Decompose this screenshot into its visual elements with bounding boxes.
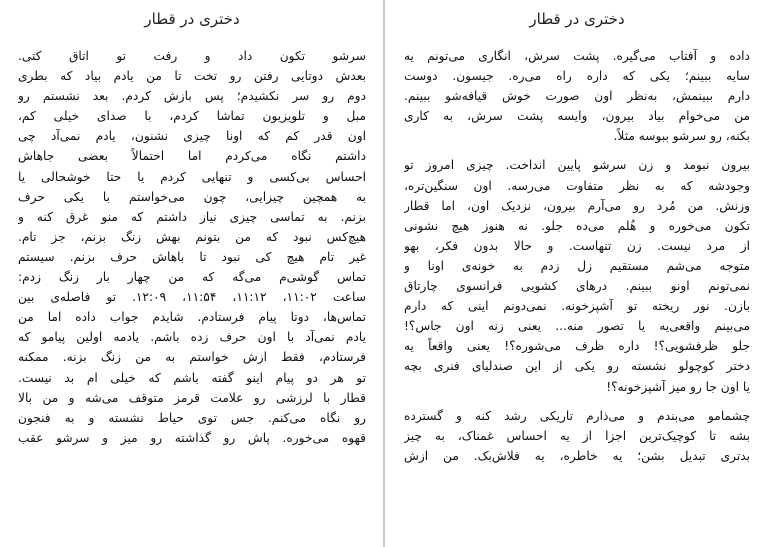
text-line: چشمامو می‌بندم و می‌ذارم تاریکی رشد کنه و گسترده (404, 408, 750, 423)
text-line: ساعت ۱۱:۰۲، ۱۱:۱۲، ۱۱:۵۴، ۱۲:۰۹. تو فاصله‌ی بین (18, 290, 366, 305)
text-line: به همچین چیزایی، چون می‌خواستم با یکی حرف (18, 189, 366, 204)
text-line: دوم رو سر نکشیدم؛ پس بازش کردم. بعد نشستم رو (18, 89, 366, 104)
paragraph-gap (404, 146, 750, 155)
text-line: جلو ظرفشویی؟! داره ظرف می‌شوره؟! یعنی واقعاً یه (404, 339, 750, 354)
text-line: می‌بینم واقعی‌یه یا تصور منه... یعنی زنه اون جاس؟! (404, 319, 750, 334)
text-line: غیر تام هیچ کی نبود تا باهاش حرف بزنم. سیستم (18, 249, 366, 264)
text-line: تماس‌ها، دوتا پیام فرستادم. شایدم جواب داده اما من (18, 310, 366, 325)
left-page-title: دختری در قطار (144, 10, 240, 28)
text-line: داشتم نگاه می‌کردم اما احتمالاً بعضی جاهاش (18, 149, 366, 164)
text-line: از مرد نیست. زن تنهاست. و حالا بدون فکر، بهو (404, 238, 750, 253)
text-line: احساس بی‌کسی و تنهایی کردم یا حتا خوشحالی یا (18, 169, 366, 184)
left-page-body (8, 46, 376, 448)
text-line: سرشو تکون داد و رفت تو اتاق کتی. (18, 49, 366, 63)
text-line: بکنه، رو سرشو ببوسه مثلاً. (613, 129, 750, 144)
paragraph-gap (404, 397, 750, 406)
text-line: تکون می‌خوره و هُلم می‌ده جلو. نه هنوز هیچ نشونی (404, 218, 750, 233)
right-page-title: دختری در قطار (529, 10, 625, 28)
text-line: بعدش دوتایی رفتن رو تخت تا من یادم بیاد که بطری (18, 69, 366, 84)
text-line: داده و آفتاب می‌گیره. پشت سرش، انگاری می‌تونم یه (404, 49, 750, 63)
text-line: وزنش. من مُرد رو می‌آرم بیرون، نزدیک اون، اما قطار (404, 198, 750, 213)
page-divider (383, 0, 385, 547)
text-line: بازن. نور ریخته تو آشپزخونه. نمی‌دونم اینی که دارم (404, 299, 750, 314)
text-line: بدتری تبدیل بشن؛ یه خاطره، یه فلاش‌بک. من ازش (404, 448, 750, 463)
text-line: دختر کوچولو نشسته رو یکی از این صندلیای فنری بچه (404, 359, 750, 374)
text-line: بشه تا کوچیک‌ترین اجزا از یه احساس غمناک، به چیز (404, 428, 750, 443)
text-line: من می‌خوام بیاد بیرون، وایسه پشت سرش، به کاری (404, 109, 750, 124)
text-line: بیرون نبومد و زن سرشو پایین انداخت. چیزی امروز تو (404, 158, 750, 173)
right-page-body (394, 46, 760, 466)
text-line: بزنم. به تماسی چیزی نیاز داشتم که منو غرق کنه و (18, 209, 366, 224)
text-line: هیچ‌کس نبود که من بتونم بهش زنگ بزنم، جز تام. (18, 229, 366, 244)
text-line: نمی‌تونم اونو ببینم. درهای کشویی فرانسوی چارتاق (404, 279, 750, 294)
text-line: متوجه می‌شم مستقیم زل زدم به خونه‌ی اونا و (404, 258, 750, 273)
text-line: مبل و تلویزیون تماشا کردم، با صدای خیلی کم، (18, 109, 366, 124)
text-line: قطار با لرزشی رو علامت قرمز متوقف می‌شه و من بالا (18, 390, 366, 405)
right-page (386, 0, 768, 547)
text-line: یادم نمی‌آد با اون حرف زده باشم. یادمه اولین پیامو که (18, 330, 366, 345)
text-line: رو نگاه می‌کنم. جس توی حیاط نشسته و به فنجون (18, 410, 366, 425)
text-line: تو هر دو پیام اینو گفته باشم که خیلی ام بد نیست. (18, 370, 366, 385)
text-line: سایه ببینم؛ یکی که داره راه می‌ره. جیسون. دوست (404, 69, 750, 84)
text-line: یا اون جا رو میز آشپزخونه؟! (606, 379, 750, 394)
text-line: وجودشه که به نظر متفاوت می‌رسه. اون سنگین‌تره، (404, 178, 750, 193)
text-line: دارم ببینمش، به‌نظر اون صورت خوش قیافه‌شو ببینم. (404, 89, 750, 104)
text-line: اون قدر کم که اونا چیزی نشنون، یادم نمی‌آد چی (18, 129, 366, 144)
text-line: فرستادم، فقط ازش خواستم به من زنگ بزنه. ممکنه (18, 350, 366, 365)
text-line: قهوه می‌خوره. پاش رو گذاشته رو میز و سرشو عقب (18, 430, 366, 445)
text-line: تماس گوشی‌م می‌گه که من چهار بار زنگ زدم: (18, 270, 366, 285)
